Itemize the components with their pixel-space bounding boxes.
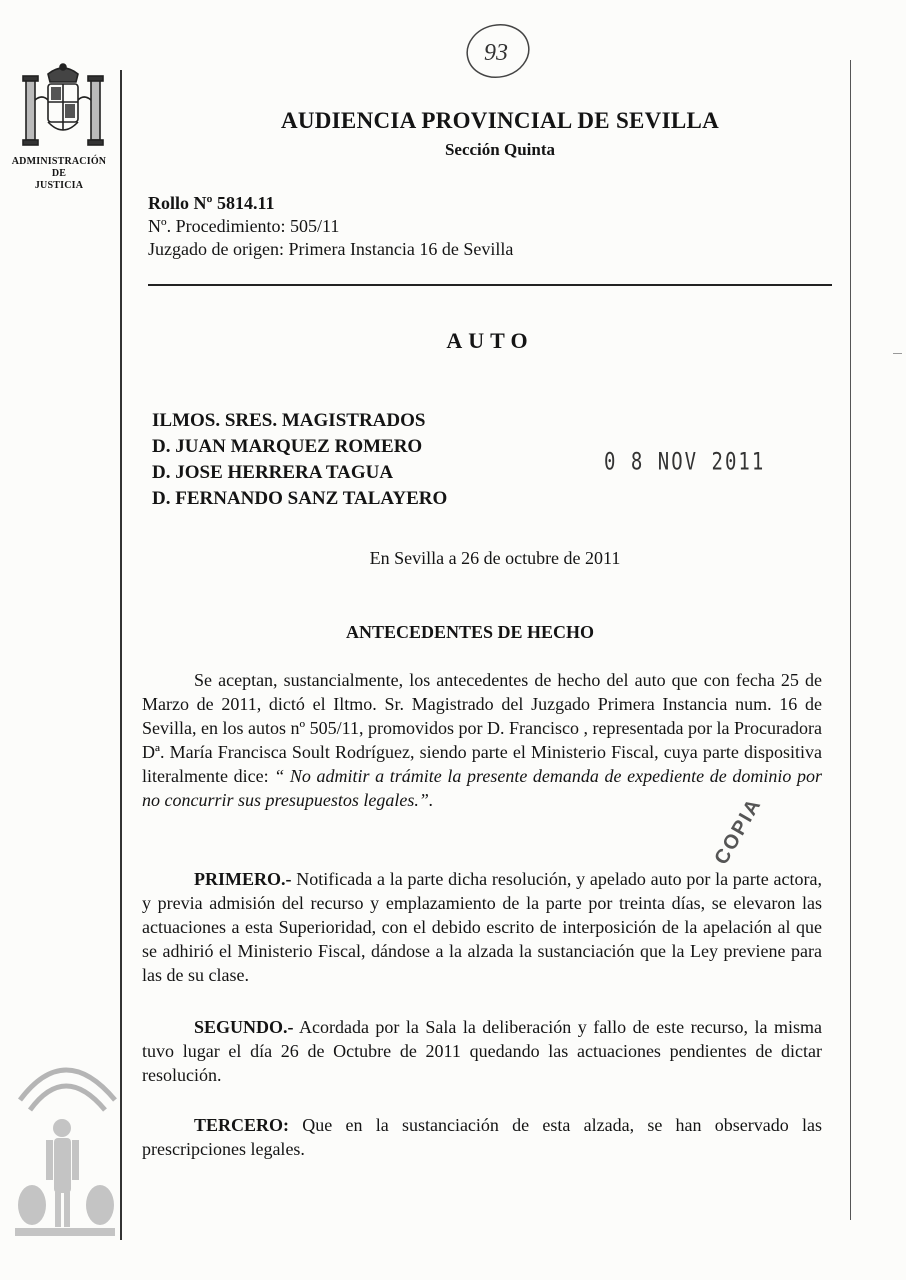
- origin-court: Juzgado de origen: Primera Instancia 16 de Sevilla: [148, 239, 514, 259]
- tercero-paragraph: TERCERO: Que en la sustanciación de esta alzada, se han observado las prescripciones legales.: [142, 1115, 822, 1159]
- copy-stamp: COPIA: [710, 793, 767, 869]
- magistrates-heading: ILMOS. SRES. MAGISTRADOS: [152, 410, 426, 431]
- primero-label: PRIMERO.-: [194, 869, 292, 889]
- document-type: AUTO: [446, 328, 534, 353]
- administration-label: ADMINISTRACIÓN DE JUSTICIA: [11, 156, 107, 191]
- tercero-label: TERCERO:: [194, 1115, 290, 1135]
- stamp-number: 93: [484, 40, 508, 66]
- segundo-label: SEGUNDO.-: [194, 1017, 294, 1037]
- magistrate-name: D. JOSE HERRERA TAGUA: [152, 462, 394, 483]
- place-date: En Sevilla a 26 de octubre de 2011: [369, 548, 621, 568]
- court-section: Sección Quinta: [444, 140, 556, 159]
- left-margin-rule: [120, 70, 122, 1240]
- quoted-ruling: “ No admitir a trámite la presente demanda de expediente de dominio por no concurrir sus presupuestos legales.”.: [142, 766, 822, 810]
- primero-paragraph: PRIMERO.- Notificada a la parte dicha resolución, y apelado auto por la parte actora, y previa admisión del recurso y emplazamiento de la parte por treinta días, se elevaron las actuaciones a esta Superioridad, con el debido escrito de interposición de la apelación al que se adhirió el Ministerio Fiscal, dándose a la alzada la sustanciación que la Ley previene para las de su clase.: [142, 869, 822, 985]
- page-number-stamp: [462, 18, 534, 82]
- rollo-number: Rollo Nº 5814.11: [148, 193, 275, 213]
- segundo-paragraph: SEGUNDO.- Acordada por la Sala la deliberación y fallo de este recurso, la misma tuvo lugar el día 26 de Octubre de 2011 quedando las actuaciones pendientes de dictar resolución.: [142, 1017, 822, 1085]
- right-margin-rule: [850, 60, 851, 1220]
- coat-of-arms-icon: [18, 60, 108, 155]
- section-heading: ANTECEDENTES DE HECHO: [345, 622, 595, 642]
- procedure-number: Nº. Procedimiento: 505/11: [148, 216, 340, 236]
- received-date-stamp: 0 8 NOV 2011: [604, 448, 766, 476]
- court-title: AUDIENCIA PROVINCIAL DE SEVILLA: [280, 108, 720, 133]
- magistrate-name: D. FERNANDO SANZ TALAYERO: [152, 488, 448, 509]
- magistrates-block: [152, 408, 447, 512]
- case-info: [148, 192, 513, 261]
- intro-paragraph: Se aceptan, sustancialmente, los antecedentes de hecho del auto que con fecha 25 de Marzo de 2011, dictó el Iltmo. Sr. Magistrado del Juzgado Primera Instancia num. 16 de Sevilla, en los autos nº 505/11, promovidos por D. Francisco , representada por la Procuradora Dª. María Francisca Soult Rodríguez, siendo parte el Ministerio Fiscal, cuya parte dispositiva literalmente dice: “ No admitir a trámite la presente demanda de expediente de dominio por no concurrir sus presupuestos legales.”.: [142, 670, 822, 810]
- header-divider: [148, 284, 832, 286]
- margin-mark: [893, 353, 902, 354]
- regional-emblem-watermark: [10, 1040, 120, 1240]
- magistrate-name: D. JUAN MARQUEZ ROMERO: [152, 436, 423, 457]
